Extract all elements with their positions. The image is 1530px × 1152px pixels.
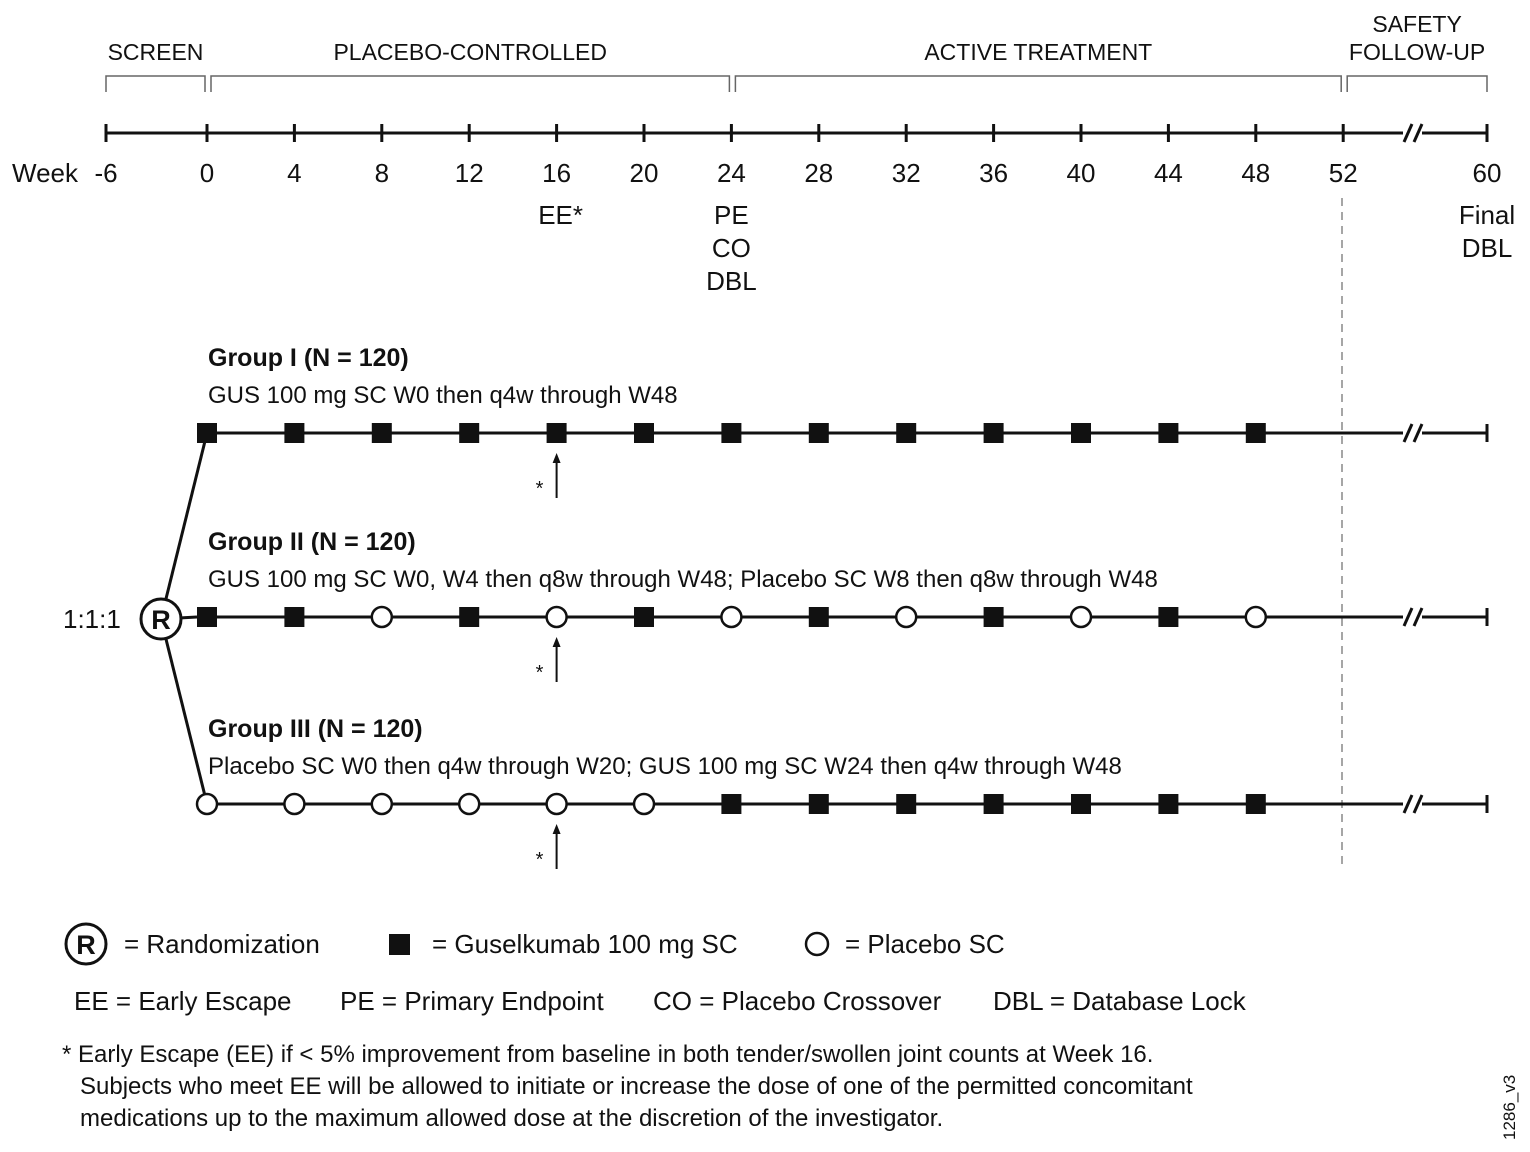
guselkumab-dose-marker: [896, 794, 916, 814]
event-label: EE*: [538, 200, 584, 230]
randomization-branch: [161, 433, 207, 619]
phase-bracket: [1347, 76, 1487, 92]
week-tick-label: 0: [199, 158, 215, 188]
week-tick-label: 44: [1153, 158, 1183, 188]
week-tick-label: 24: [716, 158, 746, 188]
axis-break-mark: [1414, 124, 1422, 142]
placebo-dose-marker: [1246, 607, 1266, 627]
guselkumab-dose-marker: [1246, 423, 1266, 443]
phase-label: PLACEBO-CONTROLLED: [333, 39, 607, 65]
event-label: Final: [1458, 200, 1516, 230]
guselkumab-dose-marker: [721, 423, 741, 443]
phase-bracket: [106, 76, 205, 92]
line-break-mark: [1404, 608, 1412, 626]
line-break-mark: [1414, 424, 1422, 442]
guselkumab-dose-marker: [809, 794, 829, 814]
week-tick-label: 36: [979, 158, 1009, 188]
guselkumab-dose-marker: [634, 607, 654, 627]
week-tick-label: 16: [542, 158, 572, 188]
guselkumab-dose-marker: [896, 423, 916, 443]
group-description: Placebo SC W0 then q4w through W20; GUS 100 mg SC W24 then q4w through W48: [208, 753, 1122, 780]
placebo-dose-marker: [896, 607, 916, 627]
phase-bracket: [735, 76, 1341, 92]
week-tick-label: 12: [454, 158, 484, 188]
guselkumab-dose-marker: [284, 607, 304, 627]
week-tick-label: 52: [1328, 158, 1358, 188]
guselkumab-dose-marker: [459, 423, 479, 443]
placebo-dose-marker: [721, 607, 741, 627]
line-break-mark: [1414, 608, 1422, 626]
early-escape-arrowhead: [553, 637, 561, 647]
event-label: DBL: [1461, 233, 1513, 263]
placebo-dose-marker: [547, 794, 567, 814]
legend-placebo-icon: [806, 933, 828, 955]
guselkumab-dose-marker: [284, 423, 304, 443]
guselkumab-dose-marker: [984, 607, 1004, 627]
guselkumab-dose-marker: [459, 607, 479, 627]
week-tick-label: 28: [804, 158, 834, 188]
week-tick-label: 8: [374, 158, 390, 188]
group-title: Group III (N = 120): [208, 715, 423, 743]
week-tick-label: 20: [629, 158, 659, 188]
guselkumab-dose-marker: [634, 423, 654, 443]
phase-label: SAFETY: [1372, 11, 1462, 37]
placebo-dose-marker: [284, 794, 304, 814]
week-tick-label: 48: [1241, 158, 1271, 188]
abbreviation-label: CO = Placebo Crossover: [653, 986, 942, 1016]
footnote: [62, 1041, 1519, 1140]
legend-label: = Placebo SC: [845, 929, 1005, 959]
guselkumab-dose-marker: [1158, 794, 1178, 814]
guselkumab-dose-marker: [547, 423, 567, 443]
group-title: Group II (N = 120): [208, 528, 416, 556]
guselkumab-dose-marker: [197, 423, 217, 443]
early-escape-arrowhead: [553, 453, 561, 463]
phase-brackets: [106, 11, 1487, 92]
week-tick-label: -6: [94, 158, 118, 188]
footnote-line: Subjects who meet EE will be allowed to initiate or increase the dose of one of the permitted concomitant: [80, 1073, 1193, 1100]
randomization-ratio: 1:1:1: [63, 604, 121, 634]
guselkumab-dose-marker: [372, 423, 392, 443]
group-description: GUS 100 mg SC W0, W4 then q8w through W48; Placebo SC W8 then q8w through W48: [208, 566, 1158, 593]
week-tick-label: 4: [287, 158, 302, 188]
week-tick-label: 40: [1066, 158, 1096, 188]
guselkumab-dose-marker: [809, 607, 829, 627]
placebo-dose-marker: [634, 794, 654, 814]
guselkumab-dose-marker: [1158, 423, 1178, 443]
week-tick-label: 32: [891, 158, 921, 188]
guselkumab-dose-marker: [721, 794, 741, 814]
legend-randomization-letter: R: [76, 930, 96, 960]
guselkumab-dose-marker: [984, 423, 1004, 443]
randomization-letter: R: [151, 605, 171, 635]
abbreviation-label: EE = Early Escape: [74, 986, 292, 1016]
early-escape-arrowhead: [553, 824, 561, 834]
guselkumab-dose-marker: [1158, 607, 1178, 627]
guselkumab-dose-marker: [1071, 423, 1091, 443]
line-break-mark: [1414, 795, 1422, 813]
placebo-dose-marker: [1071, 607, 1091, 627]
footnote-line: medications up to the maximum allowed dose at the discretion of the investigator.: [80, 1105, 944, 1132]
phase-label: FOLLOW-UP: [1348, 39, 1486, 65]
early-escape-asterisk: *: [535, 478, 544, 500]
abbreviation-label: PE = Primary Endpoint: [340, 986, 604, 1016]
early-escape-asterisk: *: [535, 662, 544, 684]
treatment-groups: [63, 344, 1487, 871]
guselkumab-dose-marker: [1071, 794, 1091, 814]
guselkumab-dose-marker: [197, 607, 217, 627]
guselkumab-dose-marker: [1246, 794, 1266, 814]
timeline-events: [538, 200, 1515, 296]
line-break-mark: [1404, 424, 1412, 442]
early-escape-asterisk: *: [535, 849, 544, 871]
group-description: GUS 100 mg SC W0 then q4w through W48: [208, 382, 678, 409]
phase-bracket: [211, 76, 729, 92]
placebo-dose-marker: [547, 607, 567, 627]
phase-label: SCREEN: [107, 39, 204, 65]
figure-id: 1286_v3: [1500, 1074, 1519, 1140]
group-title: Group I (N = 120): [208, 344, 409, 372]
event-label: CO: [711, 233, 751, 263]
abbreviation-label: DBL = Database Lock: [993, 986, 1246, 1016]
axis-break-mark: [1404, 124, 1412, 142]
legend-label: = Guselkumab 100 mg SC: [432, 929, 738, 959]
footnote-line: * Early Escape (EE) if < 5% improvement from baseline in both tender/swollen joint counts at Week 16.: [62, 1041, 1154, 1068]
event-label: DBL: [706, 266, 757, 296]
line-break-mark: [1404, 795, 1412, 813]
week-axis-label: Week: [12, 158, 78, 188]
randomization-branch: [161, 619, 207, 804]
event-label: PE: [714, 200, 749, 230]
week-tick-label: 60: [1472, 158, 1502, 188]
placebo-dose-marker: [459, 794, 479, 814]
guselkumab-dose-marker: [809, 423, 829, 443]
placebo-dose-marker: [372, 794, 392, 814]
placebo-dose-marker: [372, 607, 392, 627]
legend: [66, 924, 1247, 1016]
phase-label: ACTIVE TREATMENT: [924, 39, 1153, 65]
placebo-dose-marker: [197, 794, 217, 814]
legend-label: = Randomization: [124, 929, 320, 959]
guselkumab-dose-marker: [984, 794, 1004, 814]
legend-guselkumab-icon: [389, 934, 410, 955]
